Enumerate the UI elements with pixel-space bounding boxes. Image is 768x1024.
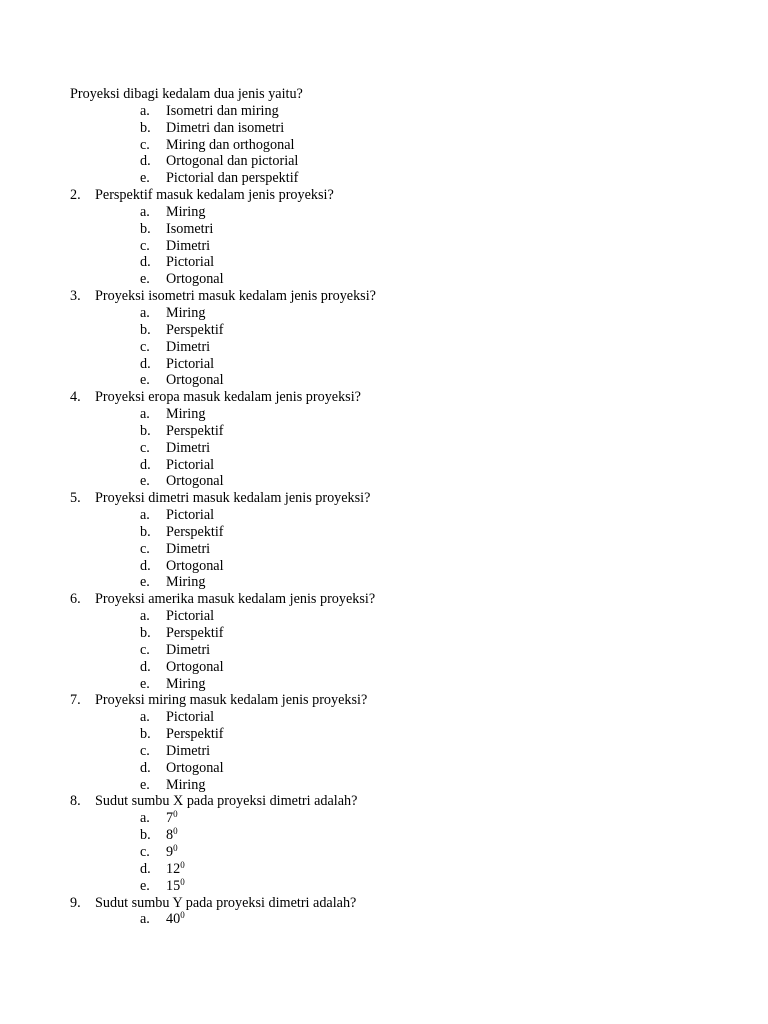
option-letter: e. bbox=[140, 675, 150, 692]
option-letter: e. bbox=[140, 271, 150, 288]
option-value: Ortogonal bbox=[166, 372, 224, 389]
option-letter: e. bbox=[140, 170, 150, 187]
option-value: Pictorial bbox=[166, 608, 215, 625]
option-text bbox=[166, 827, 178, 844]
option-line bbox=[0, 541, 768, 558]
option-line bbox=[0, 170, 768, 187]
option-line bbox=[0, 372, 768, 389]
option-value: 9 bbox=[166, 843, 174, 860]
option-text bbox=[166, 911, 185, 928]
option-value: Dimetri bbox=[166, 641, 211, 658]
option-value: Perspektif bbox=[166, 726, 224, 743]
option-letter: a. bbox=[140, 406, 150, 423]
option-value: Dimetri bbox=[166, 742, 211, 759]
option-text bbox=[166, 760, 224, 777]
option-value: Pictorial bbox=[166, 254, 215, 271]
option-letter: a. bbox=[140, 709, 150, 726]
question-line bbox=[0, 389, 768, 406]
option-text bbox=[166, 406, 205, 423]
option-text bbox=[166, 356, 214, 373]
option-value: Miring bbox=[166, 203, 206, 220]
option-line bbox=[0, 473, 768, 490]
option-letter: c. bbox=[140, 439, 150, 456]
question-line bbox=[0, 288, 768, 305]
option-letter: b. bbox=[140, 523, 151, 540]
option-value: Perspektif bbox=[166, 625, 224, 641]
option-line bbox=[0, 305, 768, 322]
option-letter: b. bbox=[140, 321, 151, 338]
option-value: 12 bbox=[166, 860, 181, 877]
option-letter: b. bbox=[140, 422, 151, 439]
option-value: Miring bbox=[166, 675, 206, 692]
option-line bbox=[0, 271, 768, 288]
option-value: Pictorial bbox=[166, 507, 215, 524]
option-value: Ortogonal bbox=[166, 473, 224, 490]
option-line bbox=[0, 574, 768, 591]
option-letter: a. bbox=[140, 102, 150, 119]
question-text: Proyeksi dibagi kedalam dua jenis yaitu? bbox=[70, 86, 303, 102]
question-number: 7. bbox=[70, 692, 81, 709]
option-text bbox=[166, 170, 298, 187]
option-line bbox=[0, 221, 768, 238]
option-text bbox=[166, 440, 210, 457]
option-value: Ortogonal bbox=[166, 658, 224, 675]
option-letter: d. bbox=[140, 759, 151, 776]
option-text bbox=[166, 103, 279, 120]
option-value: Pictorial bbox=[166, 456, 215, 473]
option-text bbox=[166, 743, 210, 760]
option-letter: b. bbox=[140, 827, 151, 844]
option-text bbox=[166, 558, 224, 575]
option-text bbox=[166, 541, 210, 558]
option-text bbox=[166, 810, 178, 827]
question-text: Perspektif masuk kedalam jenis proyeksi? bbox=[95, 187, 334, 204]
question-number: 2. bbox=[70, 187, 81, 204]
option-text bbox=[166, 507, 214, 524]
option-value: Miring bbox=[166, 776, 206, 793]
question-text: Proyeksi isometri masuk kedalam jenis proyeksi? bbox=[95, 288, 376, 305]
option-value: Miring bbox=[166, 304, 206, 321]
option-text bbox=[166, 777, 205, 794]
option-value: Miring bbox=[166, 574, 206, 591]
option-letter: a. bbox=[140, 203, 150, 220]
option-letter: a. bbox=[140, 810, 150, 827]
option-text bbox=[166, 524, 224, 541]
option-letter: c. bbox=[140, 237, 150, 254]
option-text bbox=[166, 861, 185, 878]
option-letter: d. bbox=[140, 355, 151, 372]
option-line bbox=[0, 204, 768, 221]
option-line bbox=[0, 103, 768, 120]
option-line bbox=[0, 153, 768, 170]
option-letter: a. bbox=[140, 507, 150, 524]
option-line bbox=[0, 709, 768, 726]
option-text bbox=[166, 254, 214, 271]
option-line bbox=[0, 120, 768, 137]
option-letter: d. bbox=[140, 153, 151, 170]
option-text bbox=[166, 204, 205, 221]
option-value: 40 bbox=[166, 911, 181, 928]
question-line bbox=[0, 86, 768, 103]
degree-superscript: 0 bbox=[180, 859, 185, 870]
option-line bbox=[0, 743, 768, 760]
option-text bbox=[166, 659, 224, 676]
option-text bbox=[166, 238, 210, 255]
degree-superscript: 0 bbox=[173, 809, 178, 820]
option-text bbox=[166, 709, 214, 726]
question-number: 6. bbox=[70, 591, 81, 608]
option-text bbox=[166, 726, 224, 743]
option-line bbox=[0, 254, 768, 271]
option-text bbox=[166, 625, 224, 642]
option-letter: e. bbox=[140, 574, 150, 591]
option-text bbox=[166, 676, 205, 693]
option-letter: d. bbox=[140, 557, 151, 574]
option-line bbox=[0, 406, 768, 423]
option-text bbox=[166, 153, 298, 170]
option-line bbox=[0, 507, 768, 524]
option-text bbox=[166, 457, 214, 474]
option-text bbox=[166, 608, 214, 625]
option-letter: b. bbox=[140, 726, 151, 743]
option-line bbox=[0, 844, 768, 861]
option-line bbox=[0, 810, 768, 827]
option-text bbox=[166, 878, 185, 895]
option-value: 15 bbox=[166, 877, 181, 894]
option-value: Isometri dan miring bbox=[166, 102, 279, 119]
option-line bbox=[0, 760, 768, 777]
option-letter: b. bbox=[140, 119, 151, 136]
question-line bbox=[0, 692, 768, 709]
option-letter: c. bbox=[140, 540, 150, 557]
option-letter: b. bbox=[140, 625, 151, 641]
question-number: 3. bbox=[70, 288, 81, 305]
quiz-document bbox=[0, 86, 768, 928]
question-text: Proyeksi miring masuk kedalam jenis proyeksi? bbox=[95, 692, 368, 709]
option-text bbox=[166, 339, 210, 356]
option-value: Dimetri bbox=[166, 338, 211, 355]
option-text bbox=[166, 120, 284, 137]
option-line bbox=[0, 423, 768, 440]
option-letter: c. bbox=[140, 843, 150, 860]
option-value: Dimetri dan isometri bbox=[166, 119, 285, 136]
question-number: 4. bbox=[70, 389, 81, 406]
option-letter: d. bbox=[140, 658, 151, 675]
option-value: 7 bbox=[166, 810, 174, 827]
option-line bbox=[0, 642, 768, 659]
option-text bbox=[166, 372, 224, 389]
question-text: Proyeksi amerika masuk kedalam jenis proyeksi? bbox=[95, 591, 376, 608]
option-letter: e. bbox=[140, 877, 150, 894]
option-value: Miring dan orthogonal bbox=[166, 136, 295, 153]
option-line bbox=[0, 625, 768, 642]
option-line bbox=[0, 608, 768, 625]
question-line bbox=[0, 187, 768, 204]
option-line bbox=[0, 440, 768, 457]
option-value: 8 bbox=[166, 827, 174, 844]
option-line bbox=[0, 726, 768, 743]
question-text: Sudut sumbu X pada proyeksi dimetri adalah? bbox=[95, 793, 358, 810]
option-value: Pictorial bbox=[166, 709, 215, 726]
option-line bbox=[0, 676, 768, 693]
option-letter: c. bbox=[140, 742, 150, 759]
option-letter: a. bbox=[140, 304, 150, 321]
question-number: 8. bbox=[70, 793, 81, 810]
option-letter: d. bbox=[140, 456, 151, 473]
option-text bbox=[166, 271, 224, 288]
option-value: Miring bbox=[166, 406, 206, 423]
option-text bbox=[166, 305, 205, 322]
option-value: Ortogonal bbox=[166, 271, 224, 288]
option-text bbox=[166, 137, 294, 154]
option-letter: e. bbox=[140, 776, 150, 793]
option-line bbox=[0, 659, 768, 676]
option-value: Ortogonal dan pictorial bbox=[166, 153, 299, 170]
question-number: 9. bbox=[70, 894, 81, 911]
question-number: 5. bbox=[70, 490, 81, 507]
option-line bbox=[0, 558, 768, 575]
degree-superscript: 0 bbox=[180, 876, 185, 887]
option-line bbox=[0, 356, 768, 373]
option-value: Perspektif bbox=[166, 321, 224, 338]
option-line bbox=[0, 878, 768, 895]
option-text bbox=[166, 322, 224, 339]
option-line bbox=[0, 524, 768, 541]
question-line bbox=[0, 591, 768, 608]
option-line bbox=[0, 137, 768, 154]
option-line bbox=[0, 322, 768, 339]
option-letter: e. bbox=[140, 372, 150, 389]
option-value: Pictorial bbox=[166, 355, 215, 372]
option-text bbox=[166, 473, 224, 490]
option-letter: a. bbox=[140, 911, 150, 928]
option-letter: c. bbox=[140, 338, 150, 355]
option-letter: c. bbox=[140, 641, 150, 658]
option-value: Ortogonal bbox=[166, 759, 224, 776]
option-text bbox=[166, 844, 178, 861]
option-text bbox=[166, 423, 224, 440]
degree-superscript: 0 bbox=[180, 910, 185, 921]
option-letter: d. bbox=[140, 254, 151, 271]
option-value: Perspektif bbox=[166, 523, 224, 540]
option-value: Dimetri bbox=[166, 439, 211, 456]
question-text: Proyeksi eropa masuk kedalam jenis proyeksi? bbox=[95, 389, 361, 406]
option-value: Isometri bbox=[166, 220, 214, 237]
option-value: Ortogonal bbox=[166, 557, 224, 574]
question-line bbox=[0, 895, 768, 912]
option-line bbox=[0, 827, 768, 844]
degree-superscript: 0 bbox=[173, 842, 178, 853]
option-line bbox=[0, 238, 768, 255]
degree-superscript: 0 bbox=[173, 826, 178, 837]
option-text bbox=[166, 574, 205, 591]
option-letter: b. bbox=[140, 220, 151, 237]
option-text bbox=[166, 642, 210, 659]
option-value: Perspektif bbox=[166, 422, 224, 439]
option-line bbox=[0, 861, 768, 878]
option-line bbox=[0, 339, 768, 356]
option-line bbox=[0, 777, 768, 794]
question-text: Sudut sumbu Y pada proyeksi dimetri adalah? bbox=[95, 894, 357, 911]
option-letter: a. bbox=[140, 608, 150, 625]
option-line bbox=[0, 457, 768, 474]
option-letter: e. bbox=[140, 473, 150, 490]
question-line bbox=[0, 490, 768, 507]
question-line bbox=[0, 793, 768, 810]
question-text: Proyeksi dimetri masuk kedalam jenis proyeksi? bbox=[95, 490, 371, 507]
option-value: Dimetri bbox=[166, 540, 211, 557]
option-value: Dimetri bbox=[166, 237, 211, 254]
option-letter: c. bbox=[140, 136, 150, 153]
option-value: Pictorial dan perspektif bbox=[166, 170, 299, 187]
option-text bbox=[166, 221, 213, 238]
option-line bbox=[0, 911, 768, 928]
option-letter: d. bbox=[140, 860, 151, 877]
